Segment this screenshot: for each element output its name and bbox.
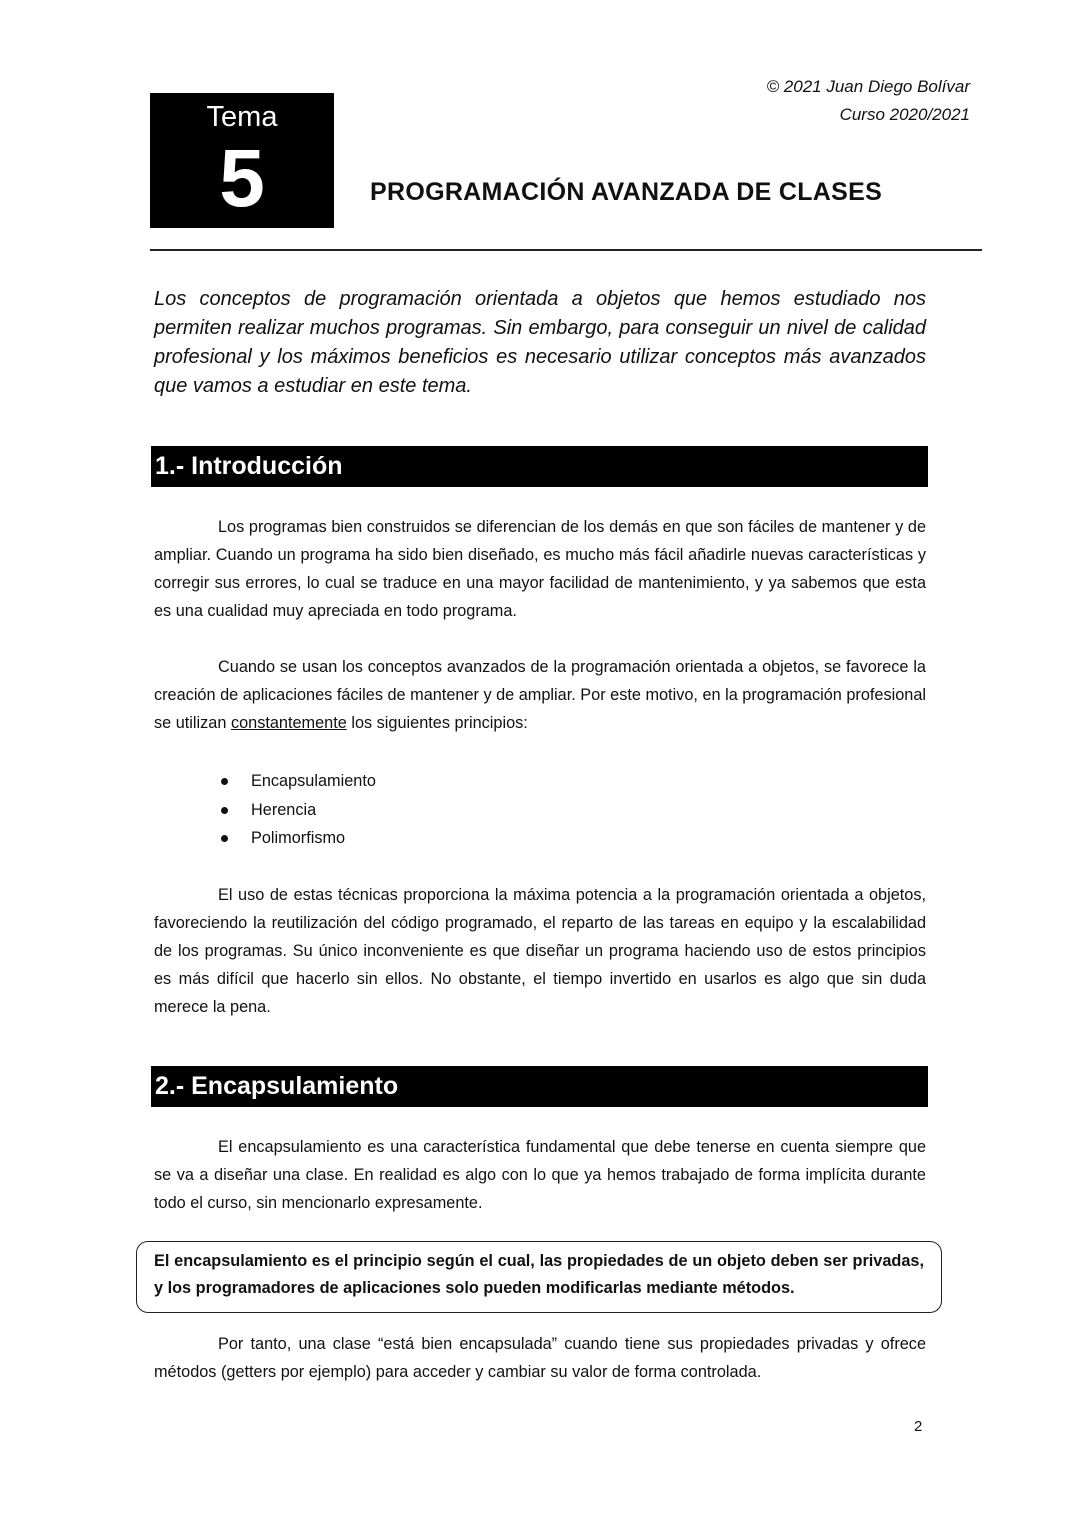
paragraph [154, 1330, 926, 1386]
bullet-icon [221, 778, 228, 785]
page-number: 2 [914, 1418, 923, 1435]
paragraph-text: Por tanto, una clase “está bien encapsulada” cuando tiene sus propiedades privadas y ofrece métodos (getters por ejemplo) para acceder y cambiar su valor de forma controlada. [154, 1335, 926, 1381]
paragraph-text: El uso de estas técnicas proporciona la máxima potencia a la programación orientada a objetos, favoreciendo la reutilización del código programado, el reparto de las tareas en equipo y la escalabilidad de los programas. Su único inconveniente es que diseñar un programa haciendo uso de estos principios es más difícil que hacerlo sin ellos. No obstante, el tiempo invertido en usarlos es algo que sin duda merece la pena. [154, 886, 926, 1016]
tema-label: Tema [206, 101, 278, 133]
section-heading-introduccion: 1.- Introducción [151, 446, 928, 487]
paragraph-text: El encapsulamiento es una característica fundamental que debe tenerse en cuenta siempre que se va a diseñar una clase. En realidad es algo con lo que ya hemos trabajado de forma implícita durante todo el curso, sin mencionarlo expresamente. [154, 1138, 926, 1212]
definition-box [136, 1241, 942, 1313]
section-heading-encapsulamiento: 2.- Encapsulamiento [151, 1066, 928, 1107]
list-item-label: Encapsulamiento [251, 772, 376, 790]
paragraph [154, 1133, 926, 1217]
list-item-label: Herencia [251, 800, 317, 819]
paragraph-text: los siguientes principios: [346, 714, 528, 732]
bullet-icon [221, 835, 228, 842]
underlined-word: constantemente [230, 714, 347, 732]
list-item [218, 767, 376, 796]
paragraph-text: Los programas bien construidos se diferencian de los demás en que son fáciles de mantener y de ampliar. Cuando un programa ha sido bien diseñado, es mucho más fácil añadirle nuevas características y corregir sus errores, lo cual se traduce en una mayor facilidad de mantenimiento, y ya sabemos que esta es una cualidad muy apreciada en todo programa. [154, 518, 926, 620]
tema-box [150, 93, 334, 228]
paragraph [154, 513, 926, 625]
header-divider [150, 249, 982, 251]
bullet-icon [221, 807, 228, 814]
principles-list [218, 767, 376, 853]
list-item [218, 824, 376, 853]
tema-number: 5 [219, 133, 265, 224]
copyright: © 2021 Juan Diego Bolívar [766, 77, 970, 96]
course-label: Curso 2020/2021 [839, 105, 970, 124]
paragraph-text: Cuando se usan los conceptos avanzados de la programación orientada a objetos, se favorece la creación de aplicaciones fáciles de mantener y de ampliar. Por este motivo, en la programación profesional se utilizan [154, 658, 926, 732]
paragraph [154, 881, 926, 1021]
definition-text: El encapsulamiento es el principio según el cual, las propiedades de un objeto deben ser privadas, y los programadores de aplicaciones solo pueden modificarlas mediante métodos. [154, 1252, 924, 1297]
page-title: PROGRAMACIÓN AVANZADA DE CLASES [370, 178, 883, 206]
intro-paragraph: Los conceptos de programación orientada a objetos que hemos estudiado nos permiten realizar muchos programas. Sin embargo, para conseguir un nivel de calidad profesional y los máximos beneficios es necesario utilizar conceptos más avanzados que vamos a estudiar en este tema. [154, 288, 926, 397]
paragraph [154, 653, 926, 737]
list-item-label: Polimorfismo [251, 829, 346, 847]
list-item [218, 796, 376, 825]
